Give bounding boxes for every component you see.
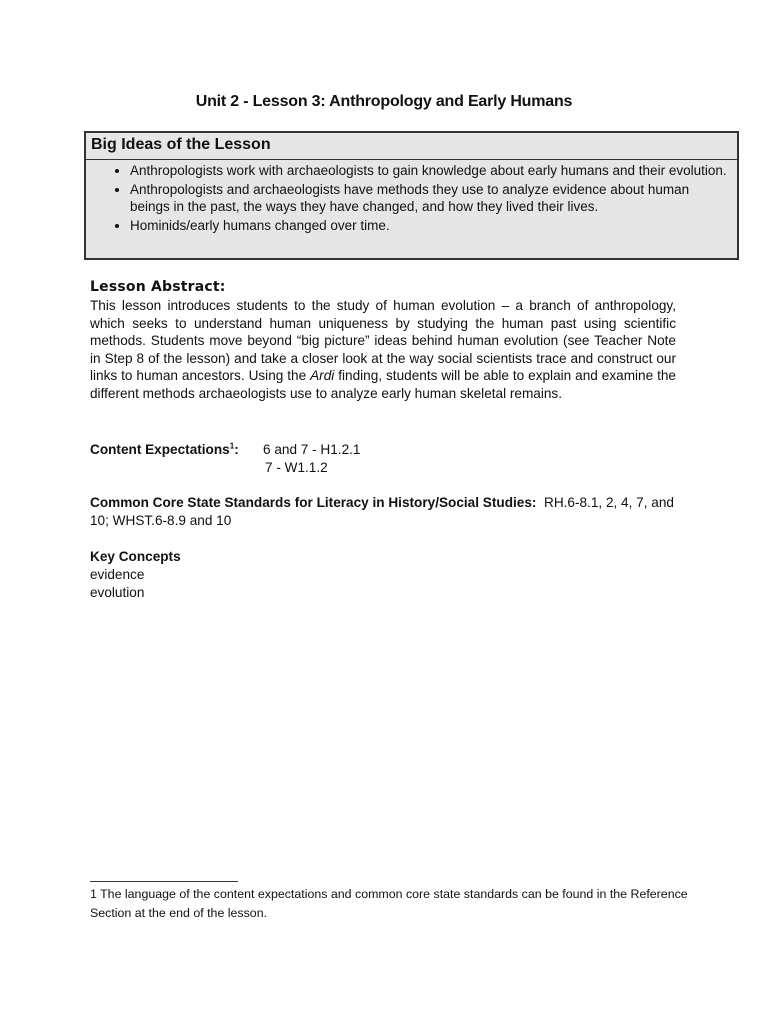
big-idea-item: • Hominids/early humans changed over time. xyxy=(130,217,729,235)
content-expectations-label-text: Content Expectations xyxy=(90,442,230,457)
key-concept-item: evidence xyxy=(90,567,145,582)
content-expectations xyxy=(90,441,361,475)
key-concepts-heading: Key Concepts xyxy=(90,549,181,564)
footnote-divider xyxy=(90,881,238,882)
content-expectation-value: 7 - W1.1.2 xyxy=(265,460,328,475)
key-concepts xyxy=(90,548,181,602)
content-expectations-label xyxy=(90,442,239,457)
lesson-abstract-heading: Lesson Abstract: xyxy=(90,279,226,295)
big-idea-item: • Anthropologists and archaeologists have methods they use to analyze evidence about human beings in the past, the ways they have changed, and how they lived their lives. xyxy=(130,181,729,216)
big-ideas-list xyxy=(86,160,737,234)
key-concept-item: evolution xyxy=(90,585,145,600)
ccss-value: RH.6-8.1, 2, 4, 7, and 10; WHST.6-8.9 and 10 xyxy=(90,495,674,528)
page-title: Unit 2 - Lesson 3: Anthropology and Early Humans xyxy=(195,93,573,110)
big-ideas-heading: Big Ideas of the Lesson xyxy=(86,133,737,160)
big-idea-item: • Anthropologists work with archaeologists to gain knowledge about early humans and their evolution. xyxy=(130,162,729,180)
content-expectations-colon: : xyxy=(234,442,239,457)
lesson-abstract-text xyxy=(90,297,676,402)
ccss-standards xyxy=(90,494,690,530)
footnote-reference: 1 xyxy=(229,441,235,451)
content-expectation-value: 6 and 7 - H1.2.1 xyxy=(263,442,361,457)
abstract-text-part: finding, students will be able to explain and examine the different methods archaeologists use to analyze early human skeletal remains. xyxy=(90,368,676,401)
big-ideas-box xyxy=(84,131,739,260)
abstract-italic-term: Ardi xyxy=(310,368,335,383)
footnote-text: 1 The language of the content expectations and common core state standards can be found in the Reference Section at the end of the lesson. xyxy=(90,887,688,920)
ccss-label: Common Core State Standards for Literacy in History/Social Studies: xyxy=(90,495,537,510)
abstract-text-part: This lesson introduces students to the study of human evolution – a branch of anthropology, which seeks to understand human uniqueness by studying the human past using scientific methods. Students move beyond “big picture” ideas behind human evolution (see Teacher Note in Step 8 of the lesson) and take a closer look at the way social scientists trace and construct our links to human ancestors. Using the xyxy=(90,298,676,383)
